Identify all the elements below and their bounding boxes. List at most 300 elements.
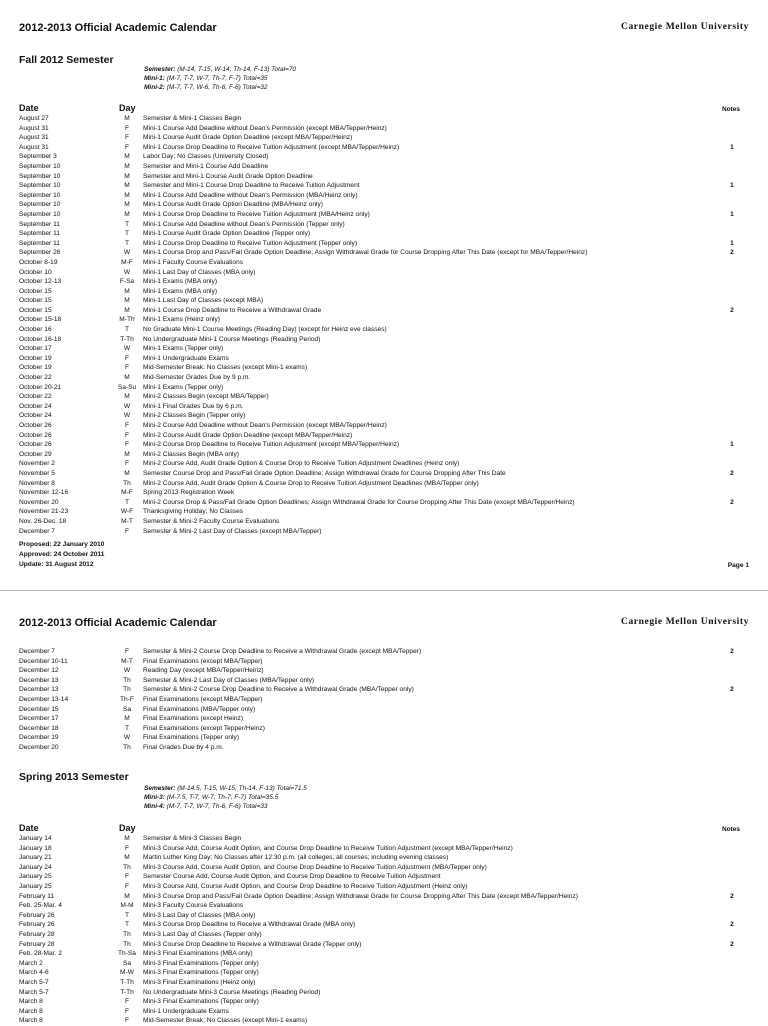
row-day: Th xyxy=(123,686,131,694)
row-note: 1 xyxy=(730,441,734,449)
row-description: Mini-3 Final Examinations (Tepper only) xyxy=(143,959,259,967)
row-day: F xyxy=(124,143,130,151)
row-description: Final Examinations (except Heinz) xyxy=(143,715,244,723)
row-description: Mini-1 Course Audit Grade Option Deadline (Tepper only) xyxy=(143,230,311,238)
spring-semester-title: Spring 2013 Semester xyxy=(19,771,129,783)
table-row xyxy=(0,507,768,517)
table-row xyxy=(0,306,768,316)
row-day: F xyxy=(124,124,130,132)
december-calendar-table xyxy=(0,647,768,753)
row-description: Mini-3 Course Drop and Pass/Fail Grade Option Deadline; Assign Withdrawal Grade for Course Dropping After This Date (except MBA/Tepper/Heinz) xyxy=(143,892,578,900)
row-day: M xyxy=(124,115,130,122)
row-description: Mini-3 Last Day of Classes (MBA only) xyxy=(143,911,256,919)
row-day: T-Th xyxy=(120,335,134,343)
row-date: October 16 xyxy=(19,326,52,334)
row-date: October 12-13 xyxy=(19,278,62,286)
table-row xyxy=(0,229,768,239)
row-description: Mini-2 Course Audit Grade Option Deadline (except MBA/Tepper/Heinz) xyxy=(143,431,353,439)
row-date: December 17 xyxy=(19,715,59,723)
row-description: Reading Day (except MBA/Tepper/Heinz) xyxy=(143,667,264,675)
row-description: Mini-1 Final Grades Due by 6 p.m. xyxy=(143,402,244,410)
row-day: F xyxy=(124,422,130,429)
row-description: Mini-3 Course Add, Course Audit Option, and Course Drop Deadline to Receive Tuition Adjustment (except MBA/Tepper/Heinz) xyxy=(143,844,513,852)
row-day: M xyxy=(124,153,130,161)
update-date: Update: 31 August 2012 xyxy=(19,561,94,568)
row-date: October 26 xyxy=(19,431,52,439)
row-day: F xyxy=(124,1007,130,1015)
approved-date: Approved: 24 October 2011 xyxy=(19,551,105,558)
proposed-date: Proposed: 22 January 2010 xyxy=(19,541,105,548)
day-column-header: Day xyxy=(119,103,136,113)
row-note: 2 xyxy=(730,306,734,314)
row-description: Mini-2 Classes Begin (except MBA/Tepper) xyxy=(143,393,269,401)
row-date: October 19 xyxy=(19,354,52,362)
table-row xyxy=(0,930,768,940)
table-row xyxy=(0,383,768,393)
row-description: Mini-3 Final Examinations (Tepper only) xyxy=(143,998,259,1006)
row-description: Final Examinations (MBA/Tepper only) xyxy=(143,705,256,713)
table-row xyxy=(0,901,768,911)
row-date: October 10 xyxy=(19,268,52,276)
row-day: F xyxy=(124,431,130,439)
table-row xyxy=(0,143,768,153)
row-date: September 11 xyxy=(19,239,60,247)
row-day: T xyxy=(124,921,130,929)
table-row xyxy=(0,479,768,489)
table-row xyxy=(0,296,768,306)
row-day: M xyxy=(124,835,130,842)
row-date: February 11 xyxy=(19,892,55,900)
university-name: Carnegie Mellon University xyxy=(621,22,749,32)
row-date: December 18 xyxy=(19,724,59,732)
row-day: M-T xyxy=(121,657,133,665)
row-date: March 2 xyxy=(19,959,43,967)
fall-calendar-table xyxy=(0,114,768,536)
row-description: Labor Day; No Classes (University Closed) xyxy=(143,153,269,161)
row-note: 2 xyxy=(730,686,734,694)
row-note: 2 xyxy=(730,940,734,948)
row-date: December 7 xyxy=(19,648,55,655)
row-date: August 31 xyxy=(19,143,49,151)
row-description: No Graduate Mini-1 Course Meetings (Reading Day) (except for Heinz eve classes) xyxy=(143,326,387,334)
row-day: F xyxy=(124,364,130,372)
row-day: F xyxy=(124,648,130,655)
table-row xyxy=(0,459,768,469)
document-title-page-2: 2012-2013 Official Academic Calendar xyxy=(19,617,217,629)
table-row xyxy=(0,940,768,950)
table-row xyxy=(0,239,768,249)
row-note: 2 xyxy=(730,498,734,506)
row-day: M-W xyxy=(120,969,134,977)
row-day: W-F xyxy=(120,508,134,516)
table-row xyxy=(0,191,768,201)
table-row xyxy=(0,695,768,705)
row-description: Mini-1 Undergraduate Exams xyxy=(143,1007,229,1015)
row-note: 2 xyxy=(730,921,734,929)
row-description: Mini-1 Faculty Course Evaluations xyxy=(143,258,244,266)
table-row xyxy=(0,220,768,230)
row-date: October 8-19 xyxy=(19,258,58,266)
notes-column-header: Notes xyxy=(721,106,740,113)
row-date: December 7 xyxy=(19,527,55,535)
row-day: Th xyxy=(123,743,131,751)
table-row xyxy=(0,685,768,695)
row-date: August 27 xyxy=(19,115,49,122)
table-row xyxy=(0,258,768,268)
row-day: T xyxy=(124,220,130,228)
row-description: Mini-3 Course Add, Course Audit Option, and Course Drop Deadline to Receive Tuition Adjustment (MBA/Tepper only) xyxy=(143,863,487,871)
spring-semester-total: Semester: (M-14.5, T-15, W-15, Th-14, F-13) Total=71.5 xyxy=(144,785,307,792)
row-date: October 19 xyxy=(19,364,52,372)
row-day: M xyxy=(124,469,130,477)
row-description: Mini-1 Course Drop Deadline to Receive Tuition Adjustment (except MBA/Tepper/Heinz) xyxy=(143,143,400,151)
table-row xyxy=(0,421,768,431)
row-description: Mini-1 Course Drop and Pass/Fail Grade Option Deadline; Assign Withdrawal Grade for Course Dropping After This Date (except for MBA/Tepper/Heinz) xyxy=(143,249,588,257)
row-date: December 19 xyxy=(19,734,59,742)
row-description: Mini-1 Course Audit Grade Option Deadline (MBA/Heinz only) xyxy=(143,201,323,209)
row-description: Semester & Mini-2 Faculty Course Evaluations xyxy=(143,517,280,525)
row-day: Th xyxy=(123,676,131,684)
row-day: M xyxy=(124,393,130,401)
row-date: October 15 xyxy=(19,287,52,295)
row-description: Mini-3 Final Examinations (Tepper only) xyxy=(143,969,259,977)
row-date: September 10 xyxy=(19,172,61,180)
table-row xyxy=(0,268,768,278)
row-day: T xyxy=(124,239,130,247)
row-date: November 5 xyxy=(19,469,55,477)
calendar-page-2 xyxy=(0,590,768,1025)
row-day: M-F xyxy=(121,258,133,266)
table-row xyxy=(0,1007,768,1017)
table-row xyxy=(0,863,768,873)
row-day: Th-Sa xyxy=(118,950,136,958)
row-description: Semester Course Drop and Pass/Fail Grade Option Deadline; Assign Withdrawal Grade for Course Dropping After This Date xyxy=(143,469,506,477)
row-day: F xyxy=(124,844,130,852)
row-note: 2 xyxy=(730,648,734,655)
table-row xyxy=(0,920,768,930)
row-description: Semester and Mini-1 Course Audit Grade Option Deadline xyxy=(143,172,313,180)
row-day: M xyxy=(124,172,130,180)
row-day: T-Th xyxy=(120,978,134,986)
table-row xyxy=(0,248,768,258)
spring-notes-column-header: Notes xyxy=(721,826,740,833)
table-row xyxy=(0,988,768,998)
row-description: Semester & Mini-3 Classes Begin xyxy=(143,835,242,842)
table-row xyxy=(0,733,768,743)
table-row xyxy=(0,527,768,537)
row-date: October 29 xyxy=(19,450,52,458)
table-row xyxy=(0,666,768,676)
row-description: Mini-1 Course Audit Grade Option Deadline (except MBA/Tepper/Heinz) xyxy=(143,134,353,142)
row-description: Mini-3 Course Add, Course Audit Option, and Course Drop Deadline to Receive Tuition Adjustment (Heinz only) xyxy=(143,882,468,890)
table-row xyxy=(0,200,768,210)
row-date: December 13 xyxy=(19,686,59,694)
row-date: January 25 xyxy=(19,873,52,881)
table-row xyxy=(0,172,768,182)
row-day: F-Sa xyxy=(119,278,135,286)
row-day: T xyxy=(124,724,130,732)
table-row xyxy=(0,162,768,172)
row-day: T xyxy=(124,498,130,506)
row-day: F xyxy=(124,873,130,881)
row-date: September 10 xyxy=(19,162,61,170)
row-description: Mini-1 Course Drop Deadline to Receive Tuition Adjustment (MBA/Heinz only) xyxy=(143,210,370,218)
row-date: September 11 xyxy=(19,230,60,238)
row-day: W xyxy=(123,667,131,675)
row-description: Mini-1 Last Day of Classes (except MBA) xyxy=(143,297,264,305)
row-description: Final Grades Due by 4 p.m. xyxy=(143,743,224,751)
row-note: 1 xyxy=(730,143,734,151)
row-description: Mini-3 Final Examinations (MBA only) xyxy=(143,950,253,958)
row-description: No Undergraduate Mini-1 Course Meetings (Reading Period) xyxy=(143,335,321,343)
spring-calendar-table xyxy=(0,834,768,1026)
table-row xyxy=(0,114,768,124)
row-day: M xyxy=(124,374,130,382)
row-date: March 8 xyxy=(19,998,43,1006)
table-row xyxy=(0,872,768,882)
table-row xyxy=(0,373,768,383)
document-title: 2012-2013 Official Academic Calendar xyxy=(19,22,217,34)
row-date: September 10 xyxy=(19,191,61,199)
spring-totals xyxy=(144,784,307,811)
row-date: October 22 xyxy=(19,374,52,382)
row-description: Mini-1 Last Day of Classes (MBA only) xyxy=(143,268,256,276)
row-description: Mini-2 Course Add, Audit Grade Option & Course Drop to Receive Tuition Adjustment Deadlines (Heinz only) xyxy=(143,460,460,468)
row-day: M xyxy=(124,297,130,305)
row-description: Mini-1 Course Drop Deadline to Receive Tuition Adjustment (Tepper only) xyxy=(143,239,358,247)
table-row xyxy=(0,152,768,162)
row-date: February 26 xyxy=(19,911,55,919)
row-date: August 31 xyxy=(19,134,49,142)
row-description: Mini-1 Exams (Tepper only) xyxy=(143,345,224,353)
row-description: Mini-2 Course Add Deadline without Dean's Permission (except MBA/Tepper/Heinz) xyxy=(143,422,387,429)
row-day: W xyxy=(123,402,131,410)
row-date: March 8 xyxy=(19,1017,43,1025)
row-description: Mini-3 Final Examinations (Heinz only) xyxy=(143,978,256,986)
row-description: Semester & Mini-2 Course Drop Deadline to Receive a Withdrawal Grade (MBA/Tepper only) xyxy=(143,686,414,694)
row-description: Mini-1 Course Add Deadline without Dean's Permission (except MBA/Tepper/Heinz) xyxy=(143,124,387,132)
row-date: October 22 xyxy=(19,393,52,401)
row-description: Semester & Mini-1 Classes Begin xyxy=(143,115,242,122)
row-description: Mid-Semester Break; No Classes (except Mini-1 exams) xyxy=(143,1017,308,1025)
row-day: T xyxy=(124,326,130,334)
table-row xyxy=(0,959,768,969)
row-day: M-F xyxy=(121,489,133,497)
row-date: March 8 xyxy=(19,1007,43,1015)
row-date: September 11 xyxy=(19,220,60,228)
row-description: Mini-2 Course Drop Deadline to Receive Tuition Adjustment (except MBA/Tepper/Heinz) xyxy=(143,441,400,449)
table-row xyxy=(0,892,768,902)
spring-date-column-header: Date xyxy=(19,823,39,833)
row-note: 2 xyxy=(730,892,734,900)
row-day: M xyxy=(124,162,130,170)
row-day: W xyxy=(123,734,131,742)
row-date: January 18 xyxy=(19,844,52,852)
row-date: February 28 xyxy=(19,930,55,938)
university-name-page-2: Carnegie Mellon University xyxy=(621,617,749,627)
row-date: September 10 xyxy=(19,201,61,209)
table-row xyxy=(0,743,768,753)
table-row xyxy=(0,882,768,892)
row-date: January 24 xyxy=(19,863,52,871)
table-row xyxy=(0,978,768,988)
table-row xyxy=(0,411,768,421)
row-description: Spring 2013 Registration Week xyxy=(143,489,235,497)
row-date: November 20 xyxy=(19,498,59,506)
row-description: Mini-3 Course Drop Deadline to Receive a Withdrawal Grade (MBA only) xyxy=(143,921,356,929)
row-date: November 12-16 xyxy=(19,489,69,497)
row-day: M xyxy=(124,715,130,723)
row-description: Mini-2 Classes Begin (MBA only) xyxy=(143,450,240,458)
row-description: Mini-1 Exams (MBA only) xyxy=(143,278,218,286)
table-row xyxy=(0,124,768,134)
row-description: Semester & Mini-2 Course Drop Deadline to Receive a Withdrawal Grade (except MBA/Tepper) xyxy=(143,648,422,655)
fall-semester-total: Semester: (M-14, T-15, W-14, Th-14, F-13) Total=70 xyxy=(144,66,297,73)
row-date: October 15 xyxy=(19,306,52,314)
row-description: Final Examinations (except Tepper/Heinz) xyxy=(143,724,265,732)
row-description: Mini-1 Exams (Tepper only) xyxy=(143,383,224,391)
table-row xyxy=(0,335,768,345)
row-description: Mini-3 Faculty Course Evaluations xyxy=(143,902,244,910)
row-note: 1 xyxy=(730,182,734,190)
table-row xyxy=(0,1016,768,1026)
date-column-header: Date xyxy=(19,103,39,113)
row-day: M xyxy=(124,892,130,900)
row-day: M xyxy=(124,201,130,209)
row-description: Semester and Mini-1 Course Drop Deadline to Receive Tuition Adjustment xyxy=(143,182,360,190)
table-row xyxy=(0,315,768,325)
table-row xyxy=(0,997,768,1007)
row-date: December 20 xyxy=(19,743,59,751)
row-date: November 8 xyxy=(19,479,55,487)
table-row xyxy=(0,392,768,402)
row-day: F xyxy=(124,1017,130,1025)
row-day: M-M xyxy=(120,902,134,910)
row-description: Mini-2 Classes Begin (Tepper only) xyxy=(143,412,246,420)
row-day: Th xyxy=(123,930,131,938)
row-description: Final Examinations (Tepper only) xyxy=(143,734,240,742)
row-description: Martin Luther King Day; No Classes after 12:30 p.m. (all colleges, all courses; including evening classes) xyxy=(143,854,449,862)
row-day: F xyxy=(124,354,130,362)
table-row xyxy=(0,853,768,863)
table-row xyxy=(0,647,768,657)
row-date: December 12 xyxy=(19,667,59,675)
row-date: Feb. 25-Mar. 4 xyxy=(19,902,62,910)
table-row xyxy=(0,469,768,479)
row-day: W xyxy=(123,268,131,276)
row-date: October 24 xyxy=(19,412,52,420)
table-row xyxy=(0,949,768,959)
fall-semester-title: Fall 2012 Semester xyxy=(19,54,114,66)
row-description: Mini-2 Course Drop & Pass/Fail Grade Option Deadlines; Assign Withdrawal Grade for Course Dropping After This Date (except MBA/Tepper/Heinz) xyxy=(143,498,575,506)
table-row xyxy=(0,133,768,143)
table-row xyxy=(0,325,768,335)
table-row xyxy=(0,181,768,191)
row-day: Th-F xyxy=(120,695,134,703)
row-day: F xyxy=(124,441,130,449)
row-day: F xyxy=(124,134,130,142)
row-day: M xyxy=(124,182,130,190)
fall-mini2-total: Mini-2: (M-7, T-7, W-6, Th-6, F-6) Total=32 xyxy=(144,84,268,91)
row-date: November 2 xyxy=(19,460,55,468)
table-row xyxy=(0,354,768,364)
table-row xyxy=(0,344,768,354)
row-date: August 31 xyxy=(19,124,49,132)
row-day: W xyxy=(123,249,131,257)
row-description: Mini-1 Undergraduate Exams xyxy=(143,354,229,362)
row-description: Mini-1 Course Add Deadline without Dean's Permission (Tepper only) xyxy=(143,220,345,228)
row-description: Thanksgiving Holiday; No Classes xyxy=(143,508,244,516)
row-description: Mid-Semester Break: No Classes (except Mini-1 exams) xyxy=(143,364,308,372)
row-date: December 13 xyxy=(19,676,59,684)
spring-mini4-total: Mini-4: (M-7, T-7, W-7, Th-6, F-6) Total=33 xyxy=(144,803,268,810)
row-date: March 5-7 xyxy=(19,978,49,986)
row-date: October 26 xyxy=(19,422,52,429)
row-date: October 17 xyxy=(19,345,52,353)
row-description: No Undergraduate Mini-3 Course Meetings (Reading Period) xyxy=(143,988,321,996)
table-row xyxy=(0,277,768,287)
fall-totals xyxy=(144,65,296,92)
row-date: December 13-14 xyxy=(19,695,69,703)
table-row xyxy=(0,911,768,921)
table-row xyxy=(0,834,768,844)
row-date: January 21 xyxy=(19,854,52,862)
row-description: Mini-3 Last Day of Classes (Tepper only) xyxy=(143,930,262,938)
row-note: 1 xyxy=(730,210,734,218)
row-description: Semester Course Add, Course Audit Option, and Course Drop Deadline to Receive Tuition Adjustment xyxy=(143,873,441,881)
row-date: Nov. 26-Dec. 18 xyxy=(19,517,67,525)
row-date: March 5-7 xyxy=(19,988,49,996)
table-row xyxy=(0,488,768,498)
fall-mini1-total: Mini-1: (M-7, T-7, W-7, Th-7, F-7) Total=35 xyxy=(144,75,268,82)
row-day: M xyxy=(124,210,130,218)
spring-mini3-total: Mini-3: (M-7.5, T-7, W-7, Th-7, F-7) Total=35.5 xyxy=(144,794,279,801)
row-day: M xyxy=(124,450,130,458)
table-row xyxy=(0,431,768,441)
row-date: October 16-18 xyxy=(19,335,62,343)
row-day: F xyxy=(124,527,130,535)
table-row xyxy=(0,724,768,734)
row-date: January 14 xyxy=(19,835,52,842)
table-row xyxy=(0,210,768,220)
row-date: October 15 xyxy=(19,297,52,305)
row-day: W xyxy=(123,345,131,353)
row-day: W xyxy=(123,412,131,420)
table-row xyxy=(0,714,768,724)
row-description: Mini-3 Course Drop Deadline to Receive a Withdrawal Grade (Tepper only) xyxy=(143,940,362,948)
row-date: March 4-6 xyxy=(19,969,49,977)
row-day: Th xyxy=(123,940,131,948)
table-row xyxy=(0,676,768,686)
table-row xyxy=(0,968,768,978)
row-day: Sa xyxy=(122,705,132,713)
table-row xyxy=(0,517,768,527)
row-description: Semester & Mini-2 Last Day of Classes (except MBA/Tepper) xyxy=(143,527,322,535)
row-day: M xyxy=(124,854,130,862)
row-note: 1 xyxy=(730,239,734,247)
row-date: February 28 xyxy=(19,940,55,948)
table-row xyxy=(0,450,768,460)
row-day: M xyxy=(124,306,130,314)
row-description: Final Examinations (except MBA/Tepper) xyxy=(143,657,263,665)
table-row xyxy=(0,440,768,450)
row-date: October 24 xyxy=(19,402,52,410)
row-day: Th xyxy=(123,863,131,871)
row-date: September 3 xyxy=(19,153,57,161)
table-row xyxy=(0,363,768,373)
row-day: T xyxy=(124,911,130,919)
row-description: Mini-1 Course Add Deadline without Dean's Permission (MBA/Heinz only) xyxy=(143,191,358,199)
